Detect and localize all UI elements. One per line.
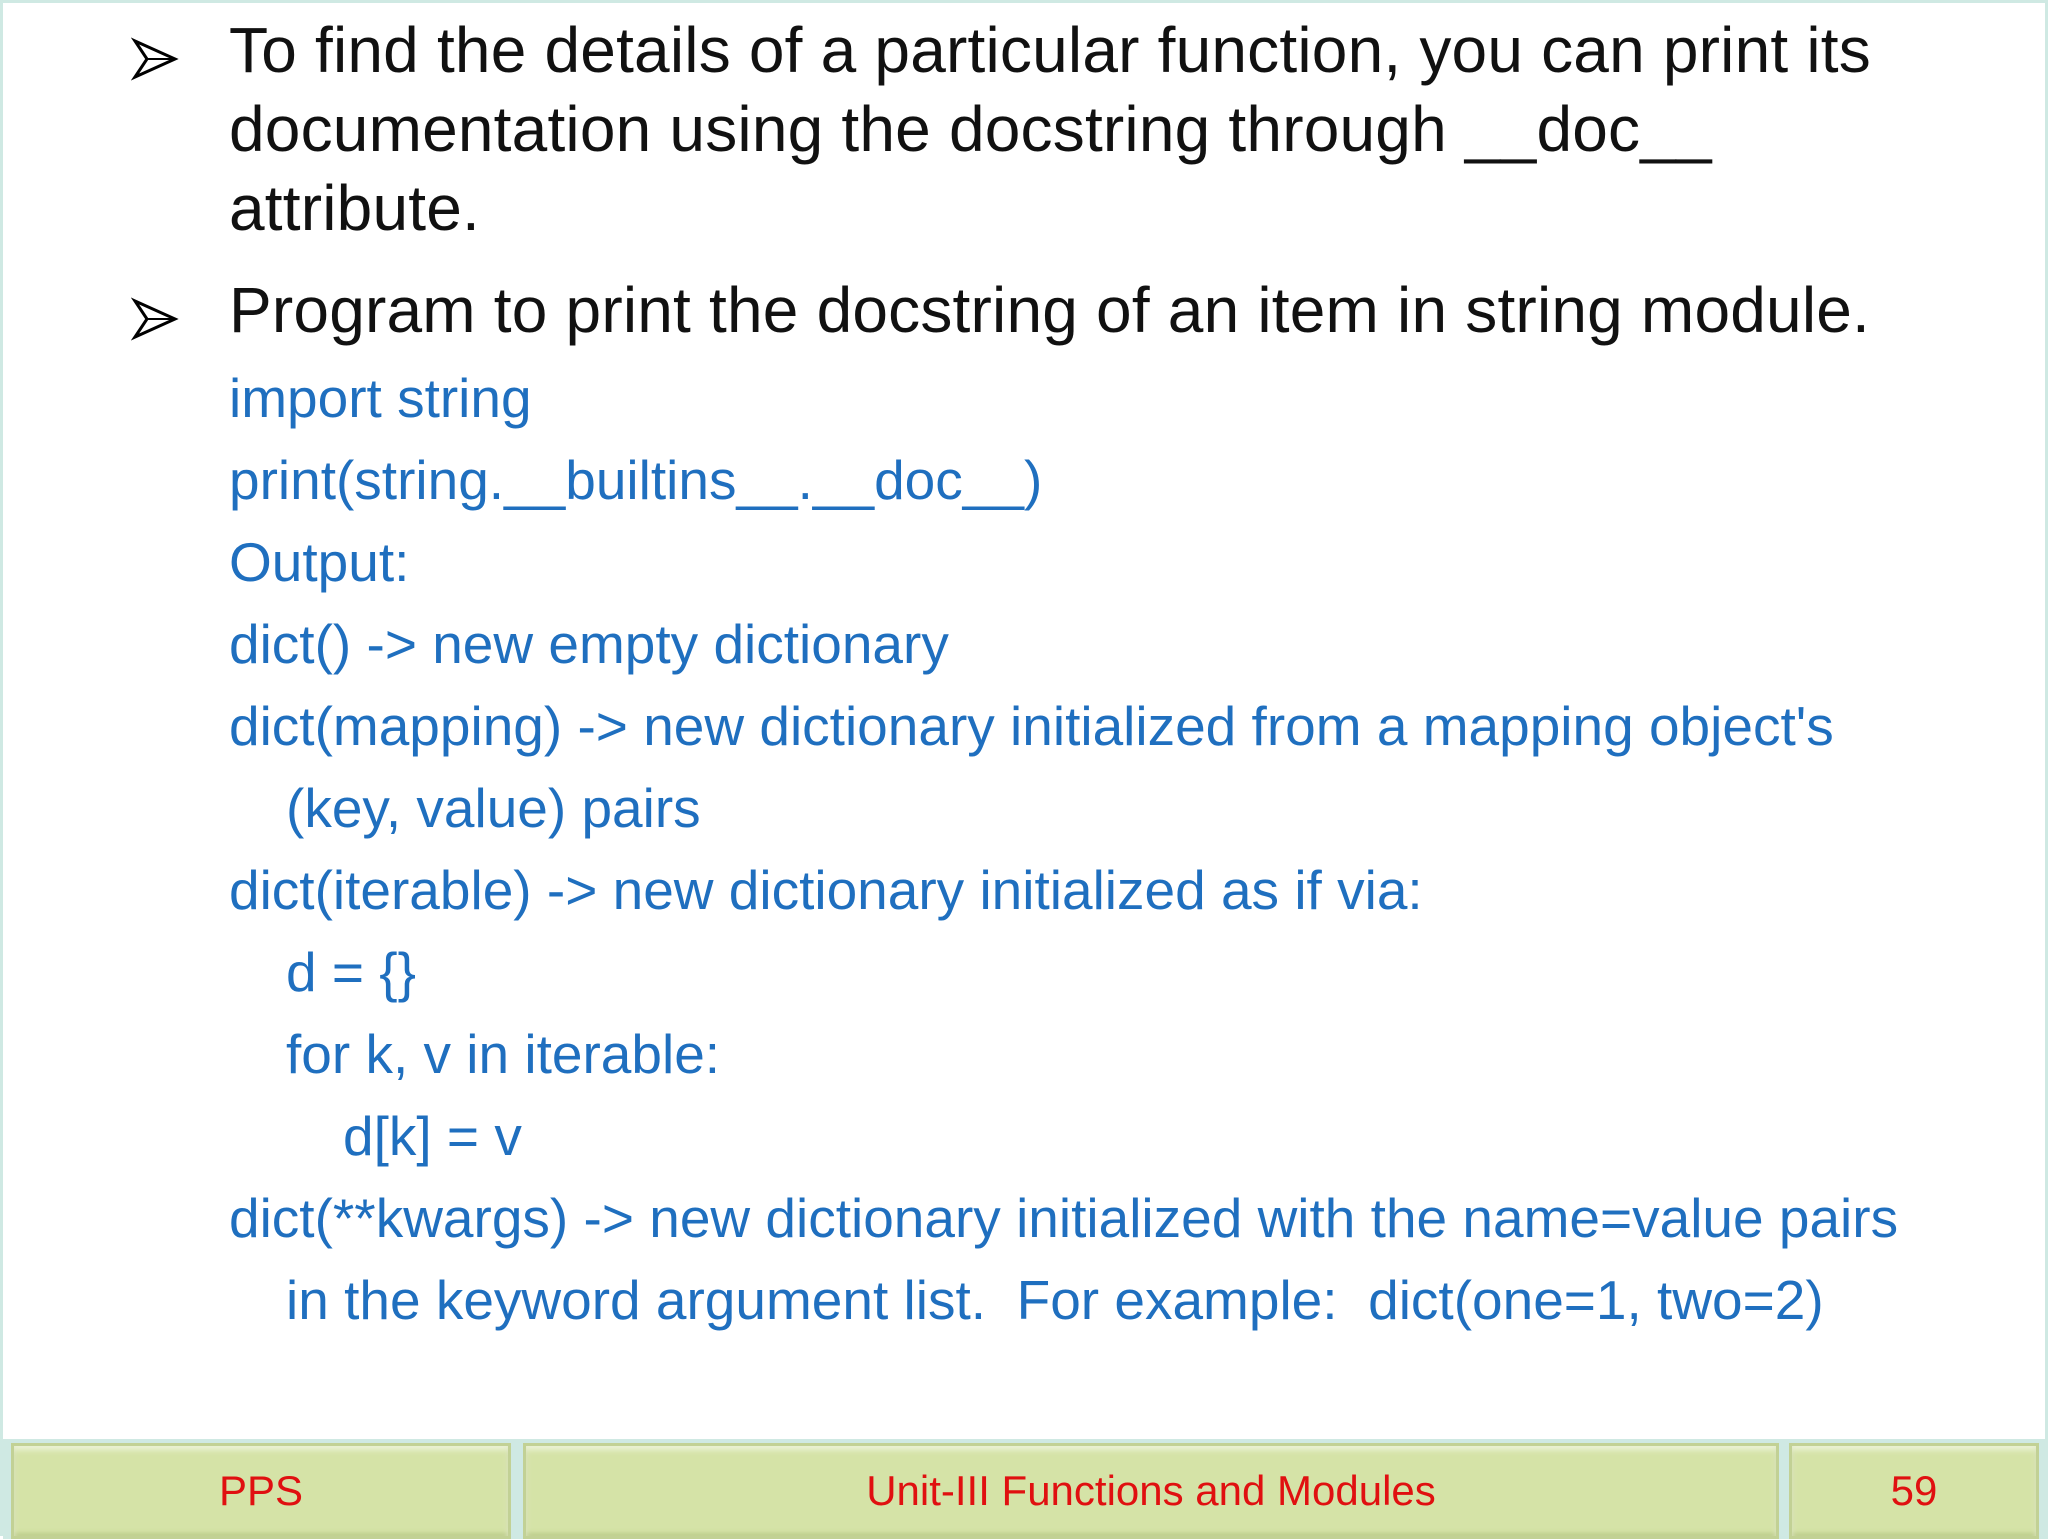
code-line: dict() -> new empty dictionary <box>229 613 949 675</box>
code-line: dict(**kwargs) -> new dictionary initialized with the name=value pairs <box>229 1187 1899 1249</box>
bullet-line: attribute. <box>229 172 481 244</box>
code-line: d = {} <box>286 941 417 1003</box>
code-line: print(string.__builtins__.__doc__) <box>229 449 1043 511</box>
code-line: (key, value) pairs <box>286 777 701 839</box>
bullet-item <box>131 271 2011 361</box>
bullet-line: documentation using the docstring through __doc__ <box>229 93 1712 165</box>
code-line: for k, v in iterable: <box>286 1023 721 1085</box>
footer-unit-title: Unit-III Functions and Modules <box>523 1443 1779 1539</box>
code-line: d[k] = v <box>343 1105 522 1167</box>
bullet-item <box>131 11 2011 251</box>
bullet-text <box>229 11 2009 248</box>
arrow-bullet-icon <box>131 295 179 343</box>
code-line: dict(mapping) -> new dictionary initialized from a mapping object's <box>229 695 1834 757</box>
code-line: in the keyword argument list. For example: dict(one=1, two=2) <box>286 1269 1824 1331</box>
code-line: import string <box>229 367 532 429</box>
footer-course: PPS <box>11 1443 511 1539</box>
bullet-text <box>229 271 2009 350</box>
code-line: Output: <box>229 531 410 593</box>
code-line: dict(iterable) -> new dictionary initialized as if via: <box>229 859 1423 921</box>
arrow-bullet-icon <box>131 35 179 83</box>
bullet-line: To find the details of a particular function, you can print its <box>229 14 1871 86</box>
footer-page-number: 59 <box>1789 1443 2039 1539</box>
bullet-line: Program to print the docstring of an item in string module. <box>229 274 1871 346</box>
